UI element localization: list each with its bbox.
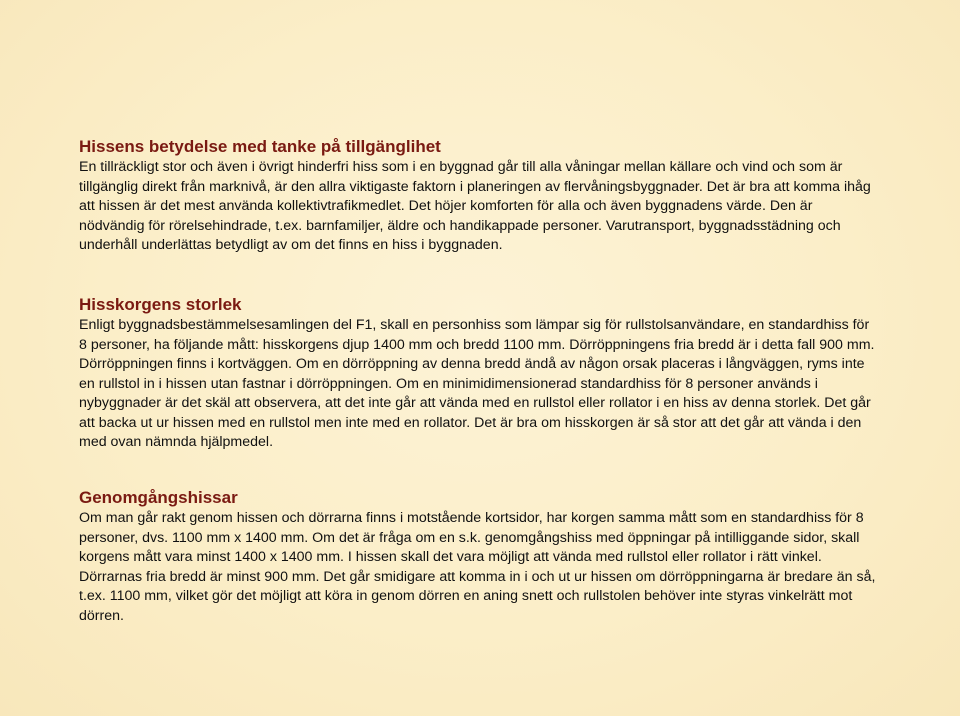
section-through-elevators: [79, 487, 879, 626]
section-body: Enligt byggnadsbestämmelsesamlingen del F1, skall en personhiss som lämpar sig för rullstolsanvändare, en standardhiss för 8 personer, ha följande mått: hisskorgens djup 1400 mm och bredd 1100 mm. Dörröppningens fria bredd är i detta fall 900 mm. Dörröppningen finns i kortväggen. Om en dörröppning av denna bredd ändå av någon orsak placeras i långväggen, ryms inte en rullstol in i hissen utan fastnar i dörröppningen. Om en minimidimensionerad standardhiss för 8 personer används i nybyggnader är det skäl att observera, att det inte går att vända med en rullstol eller rollator i en hiss av denna storlek. Det går att backa ut ur hissen med en rullstol men inte med en rollator. Det är bra om hisskorgen är så stor att det går att vända i den med ovan nämnda hjälpmedel.: [79, 317, 875, 450]
section-elevator-accessibility: [79, 136, 879, 256]
section-heading: Hisskorgens storlek: [79, 295, 242, 314]
section-body: Om man går rakt genom hissen och dörrarna finns i motstående kortsidor, har korgen samma mått som en standardhiss för 8 personer, dvs. 1100 mm x 1400 mm. Om det är fråga om en s.k. genomgångshiss med öppningar på intilliggande sidor, skall korgens mått vara minst 1400 x 1400 mm. I hissen skall det vara möjligt att vända med rullstol eller rollator i rätt vinkel. Dörrarnas fria bredd är minst 900 mm. Det går smidigare att komma in i och ut ur hissen om dörröppningarna är bredare än så, t.ex. 1100 mm, vilket gör det möjligt att köra in genom dörren en aning snett och rullstolen behöver inte styras vinkelrätt mot dörren.: [79, 510, 876, 624]
section-body: En tillräckligt stor och även i övrigt hinderfri hiss som i en byggnad går till alla våningar mellan källare och vind och som är tillgänglig direkt från marknivå, är den allra viktigaste faktorn i planeringen av flervåningsbyggnader. Det är bra att komma ihåg att hissen är det mest använda kollektivtrafikmedlet. Det höjer komforten för alla och även byggnadens värde. Den är nödvändig för rörelsehindrade, t.ex. barnfamiljer, äldre och handikappade personer. Varutransport, byggnadsstädning och underhåll underlättas betydligt av om det finns en hiss i byggnaden.: [79, 159, 871, 253]
section-car-size: [79, 294, 879, 453]
section-heading: Genomgångshissar: [79, 488, 238, 507]
section-heading: Hissens betydelse med tanke på tillgänglihet: [79, 137, 441, 156]
